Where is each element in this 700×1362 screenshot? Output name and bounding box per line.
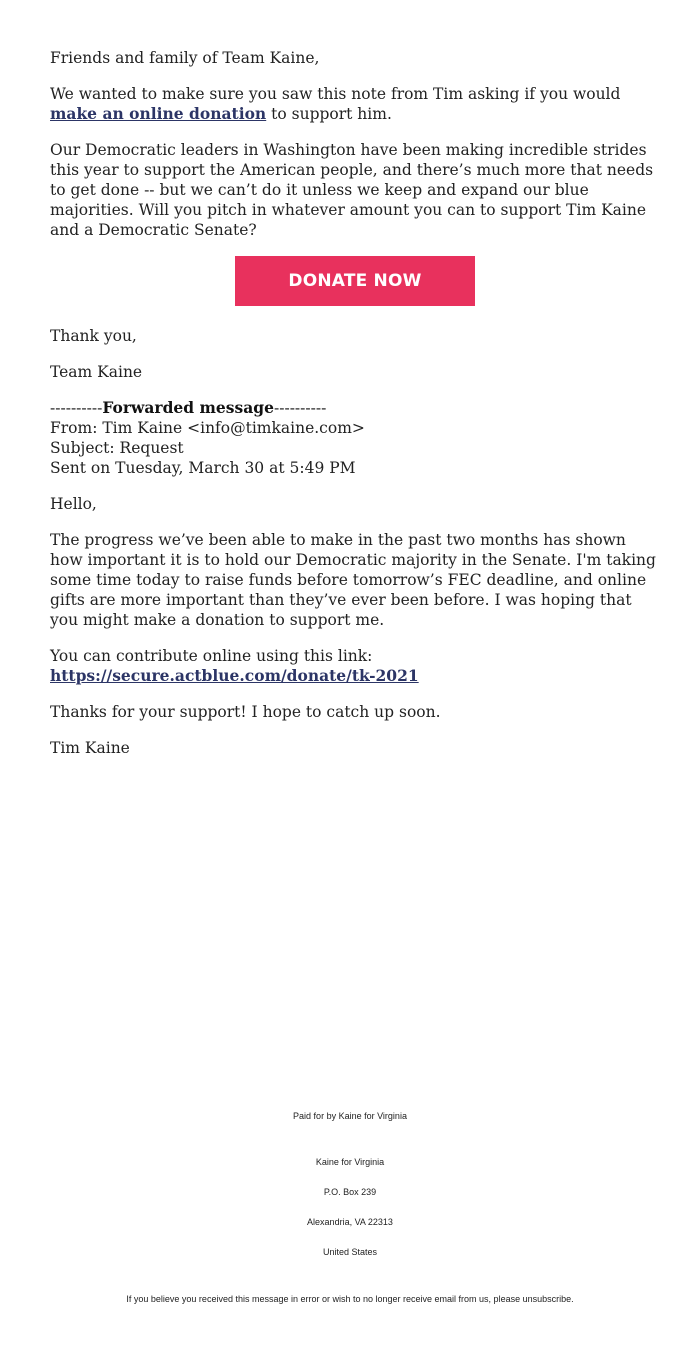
hello: Hello,	[50, 495, 97, 513]
footer-unsubscribe[interactable]: If you believe you received this message in error or wish to no longer receive email from us, please unsubscribe.	[126, 1294, 574, 1304]
message-paragraph: The progress we’ve been able to make in the past two months has shown how important it is to hold our Democratic majority in the Senate. I'm taking some time today to raise funds before tomorrow’s FEC deadline, and online gifts are more important than they’ve ever been before. I was hoping that you might make a donation to support me.	[50, 531, 656, 629]
email-body	[50, 48, 660, 758]
footer-org: Kaine for Virginia	[315, 1157, 385, 1167]
intro-text-after: to support him.	[266, 105, 392, 123]
footer-country: United States	[322, 1247, 378, 1257]
header-subject: Subject: Request	[50, 439, 184, 457]
forwarded-divider	[50, 398, 660, 418]
paid-for: Paid for by Kaine for Virginia	[293, 1111, 407, 1121]
signature: Tim Kaine	[50, 739, 130, 757]
greeting: Friends and family of Team Kaine,	[50, 49, 320, 67]
donation-link[interactable]: make an online donation	[50, 104, 267, 123]
donate-now-button[interactable]: DONATE NOW	[235, 256, 475, 306]
intro-paragraph	[50, 84, 660, 124]
intro-text-before: We wanted to make sure you saw this note from Tim asking if you would	[50, 85, 621, 103]
forwarded-label: Forwarded message	[102, 398, 274, 417]
footer-po-box: P.O. Box 239	[323, 1187, 377, 1197]
actblue-link[interactable]: https://secure.actblue.com/donate/tk-2021	[50, 666, 419, 685]
donate-button-container	[50, 256, 660, 306]
header-sent: Sent on Tuesday, March 30 at 5:49 PM	[50, 459, 356, 477]
thank-you: Thank you,	[50, 327, 137, 345]
closing: Thanks for your support! I hope to catch up soon.	[50, 703, 441, 721]
contribute-text: You can contribute online using this link:	[50, 647, 373, 665]
dashes-right: ----------	[273, 399, 327, 417]
body-paragraph: Our Democratic leaders in Washington have been making incredible strides this year to support the American people, and there’s much more that needs to get done -- but we can’t do it unless we keep and expand our blue majorities. Will you pitch in whatever amount you can to support Tim Kaine and a Democratic Senate?	[50, 141, 654, 239]
signoff-team: Team Kaine	[50, 363, 143, 381]
footer-city: Alexandria, VA 22313	[307, 1217, 393, 1227]
header-from: From: Tim Kaine <info@timkaine.com>	[50, 419, 365, 437]
dashes-left: ----------	[50, 399, 103, 417]
